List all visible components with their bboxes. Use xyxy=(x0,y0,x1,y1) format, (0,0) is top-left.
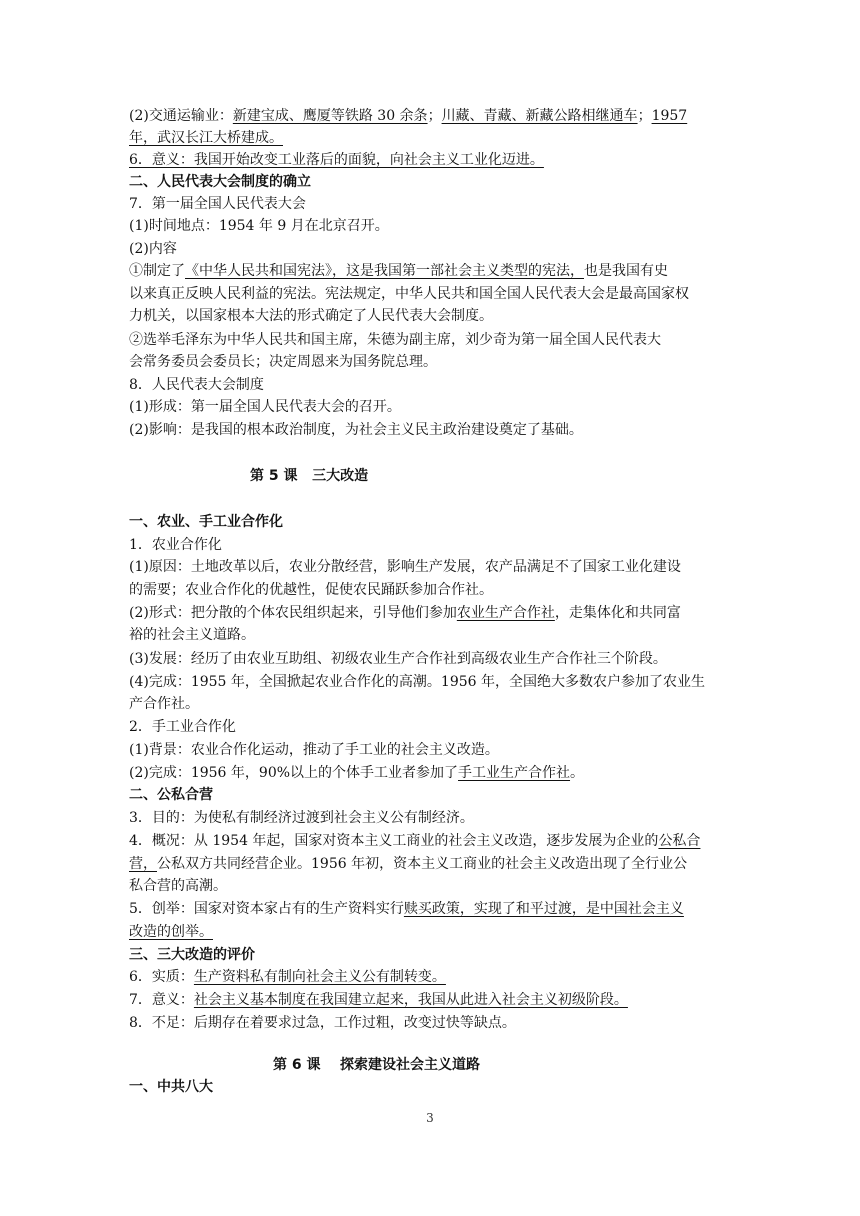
text-line xyxy=(129,351,733,373)
section-heading xyxy=(129,944,733,966)
text-line xyxy=(129,830,733,852)
text-segment: (3)发展：经历了由农业互助组、初级农业生产合作社到高级农业生产合作社三个阶段。 xyxy=(129,651,667,667)
underlined-text: 1957 xyxy=(651,108,688,124)
underlined-text: 农业生产合作社 xyxy=(456,605,555,621)
underlined-text: 川藏、青藏、新藏公路相继通车 xyxy=(441,108,638,124)
section-heading xyxy=(129,1076,733,1098)
text-segment: 7．意义： xyxy=(129,992,194,1008)
text-line xyxy=(129,853,733,875)
underlined-text: 新建宝成、鹰厦等铁路 30 余条 xyxy=(232,108,428,124)
section-heading xyxy=(129,511,733,533)
page-number: 3 xyxy=(426,1111,434,1125)
text-segment: 二、人民代表大会制度的确立 xyxy=(129,174,311,190)
lesson-title xyxy=(273,1054,860,1076)
text-line xyxy=(129,419,733,441)
text-line xyxy=(129,921,733,943)
underlined-text: 改造的创举。 xyxy=(129,924,213,940)
underlined-text: 《中华人民共和国宪法》，这是我国第一部社会主义类型的宪法， xyxy=(185,263,584,279)
text-line xyxy=(129,716,733,738)
text-segment: 第 6 课 探索建设社会主义道路 xyxy=(273,1057,480,1073)
underlined-text: 公私合 xyxy=(658,833,701,849)
text-line xyxy=(129,898,733,920)
text-segment: 以来真正反映人民利益的宪法。宪法规定，中华人民共和国全国人民代表大会是最高国家权 xyxy=(129,286,689,302)
text-line xyxy=(129,989,733,1011)
text-line xyxy=(129,396,733,418)
text-segment: 私合营的高潮。 xyxy=(129,878,227,894)
text-line xyxy=(129,762,733,784)
text-line xyxy=(129,624,733,646)
text-line xyxy=(129,602,733,624)
text-line xyxy=(129,875,733,897)
text-segment: (1)时间地点：1954 年 9 月在北京召开。 xyxy=(129,218,389,234)
text-segment: 一、农业、手工业合作化 xyxy=(129,514,283,530)
text-segment: 二、公私合营 xyxy=(129,787,213,803)
text-segment: 也是我国有史 xyxy=(584,263,668,279)
text-segment: 会常务委员会委员长；决定周恩来为国务院总理。 xyxy=(129,354,437,370)
text-segment: 裕的社会主义道路。 xyxy=(129,627,255,643)
text-segment: (2)完成：1956 年，90%以上的个体手工业者参加了 xyxy=(129,765,459,781)
text-line xyxy=(129,966,733,988)
text-segment: ，走集体化和共同富 xyxy=(554,605,681,621)
text-segment: (1)形成：第一届全国人民代表大会的召开。 xyxy=(129,399,401,415)
text-segment: 8．不足：后期存在着要求过急，工作过粗，改变过快等缺点。 xyxy=(129,1015,516,1031)
underlined-text: 6．意义：我国开始改变工业落后的面貌，向社会主义工业化迈进。 xyxy=(129,152,544,168)
text-segment: ②选举毛泽东为中华人民共和国主席，朱德为副主席，刘少奇为第一届全国人民代表大 xyxy=(129,332,661,348)
text-line xyxy=(129,807,733,829)
text-line xyxy=(129,305,733,327)
underlined-text: 社会主义基本制度在我国建立起来，我国从此进入社会主义初级阶段。 xyxy=(193,992,628,1008)
text-segment: 的需要；农业合作化的优越性，促使农民踊跃参加合作社。 xyxy=(129,582,493,598)
text-segment: ； xyxy=(427,108,442,124)
underlined-text: 手工业生产合作社 xyxy=(458,765,571,781)
text-line xyxy=(129,283,733,305)
underlined-text: 赎买政策，实现了和平过渡，是中国社会主义 xyxy=(403,901,684,917)
text-segment: (4)完成：1955 年，全国掀起农业合作化的高潮。1956 年，全国绝大多数农户参加了农业生 xyxy=(129,674,705,690)
text-segment: 。 xyxy=(570,765,585,781)
text-segment: ； xyxy=(637,108,652,124)
text-segment: 产合作社。 xyxy=(129,696,199,712)
text-segment: (2)内容 xyxy=(129,241,177,257)
text-segment: 5．创举：国家对资本家占有的生产资料实行 xyxy=(129,901,404,917)
text-line xyxy=(129,105,733,127)
text-line xyxy=(129,671,733,693)
text-segment: 1．农业合作化 xyxy=(129,537,222,553)
text-segment: (1)背景：农业合作化运动，推动了手工业的社会主义改造。 xyxy=(129,742,499,758)
text-line xyxy=(129,329,733,351)
text-segment: 三、三大改造的评价 xyxy=(129,947,255,963)
text-segment: (2)影响：是我国的根本政治制度，为社会主义民主政治建设奠定了基础。 xyxy=(129,422,583,438)
text-segment: 公私双方共同经营企业。1956 年初，资本主义工商业的社会主义改造出现了全行业公 xyxy=(157,856,688,872)
text-segment: 3．目的：为使私有制经济过渡到社会主义公有制经济。 xyxy=(129,810,474,826)
text-segment: 6．实质： xyxy=(129,969,194,985)
text-line xyxy=(129,648,733,670)
text-line xyxy=(129,556,733,578)
underlined-text: 生产资料私有制向社会主义公有制转变。 xyxy=(193,969,446,985)
section-heading xyxy=(129,784,733,806)
text-line xyxy=(129,1012,733,1034)
text-segment: 4．概况：从 1954 年起，国家对资本主义工商业的社会主义改造，逐步发展为企业的 xyxy=(129,833,659,849)
text-line xyxy=(129,238,733,260)
text-segment: 一、中共八大 xyxy=(129,1079,213,1095)
text-line xyxy=(129,260,733,282)
text-segment: 7．第一届全国人民代表大会 xyxy=(129,196,306,212)
underlined-text: 营， xyxy=(129,856,157,872)
text-segment: (1)原因：土地改革以后，农业分散经营，影响生产发展，农产品满足不了国家工业化建设 xyxy=(129,559,681,575)
text-line xyxy=(129,579,733,601)
text-line xyxy=(129,739,733,761)
section-heading xyxy=(129,171,733,193)
text-segment: 第 5 课 三大改造 xyxy=(250,468,369,484)
text-segment: (2)交通运输业： xyxy=(129,108,233,124)
text-segment: 2．手工业合作化 xyxy=(129,719,236,735)
text-line xyxy=(129,215,733,237)
text-segment: 8．人民代表大会制度 xyxy=(129,377,264,393)
text-line xyxy=(129,149,733,171)
text-segment: (2)形式：把分散的个体农民组织起来，引导他们参加 xyxy=(129,605,457,621)
text-segment: 力机关，以国家根本大法的形式确定了人民代表大会制度。 xyxy=(129,308,493,324)
underlined-text: 年，武汉长江大桥建成。 xyxy=(129,130,283,146)
lesson-title xyxy=(250,465,854,487)
text-line xyxy=(129,693,733,715)
text-line xyxy=(129,127,733,149)
text-line xyxy=(129,374,733,396)
text-line xyxy=(129,534,733,556)
text-line xyxy=(129,193,733,215)
text-segment: ①制定了 xyxy=(129,263,185,279)
